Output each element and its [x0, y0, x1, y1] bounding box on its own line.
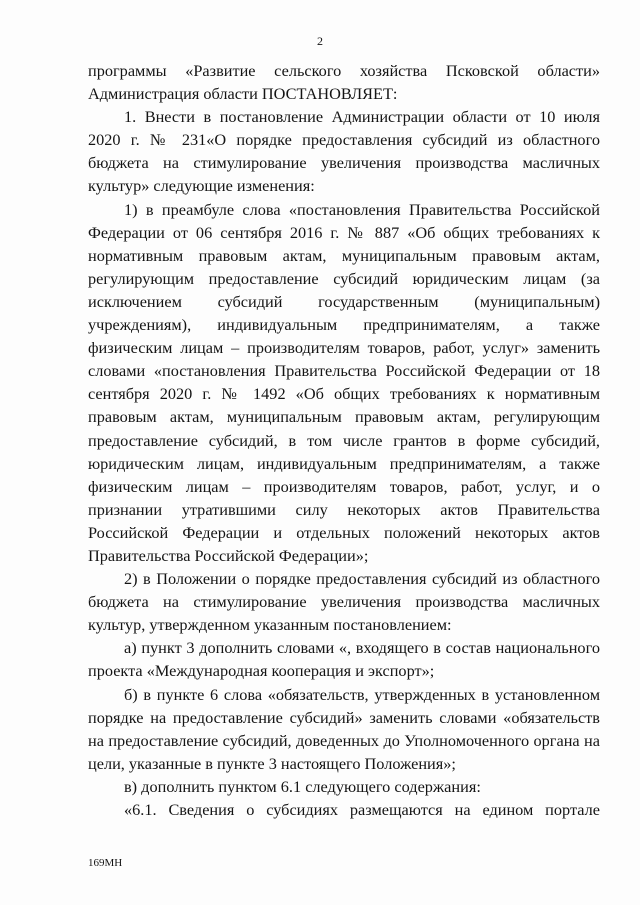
document-body: [88, 59, 600, 821]
paragraph-subitem-b: б) в пункте 6 слова «обязательств, утвержденных в установленном порядке на предоставление субсидий» заменить словами «обязательств на предоставление субсидий, доведенных до Уполномоченного органа на цели, указанные в пункте 3 настоящего Положения»;: [88, 684, 600, 773]
paragraph-regulation-change: 2) в Положении о порядке предоставления субсидий из областного бюджета на стимулирование увеличения производства масличных культур, утвержденном указанным постановлением:: [88, 569, 600, 635]
paragraph-clause-6-1: «6.1. Сведения о субсидиях размещаются на едином портале: [124, 800, 600, 819]
paragraph-subitem-v: в) дополнить пунктом 6.1 следующего содержания:: [124, 776, 481, 796]
paragraph-program-intro: программы «Развитие сельского хозяйства Псковской области» Администрация области ПОСТАНОВЛЯЕТ:: [88, 61, 600, 104]
document-code: 169МН: [88, 857, 123, 869]
paragraph-subitem-a: а) пункт 3 дополнить словами «, входящего в состав национального проекта «Международная кооперация и экспорт»;: [88, 638, 600, 681]
paragraph-preamble-change: 1) в преамбуле слова «постановления Правительства Российской Федерации от 06 сентября 2016 г. № 887 «Об общих требованиях к нормативным правовым актам, муниципальным правовым актам, регулирующим предоставление субсидий юридическим лицам (за исключением субсидий государственным (муниципальным) учреждениям), индивидуальным предпринимателям, а также физическим лицам – производителям товаров, работ, услуг» заменить словами «постановления Правительства Российской Федерации от 18 сентября 2020 г. № 1492 «Об общих требованиях к нормативным правовым актам, муниципальным правовым актам, регулирующим предоставление субсидий, в том числе грантов в форме субсидий, юридическим лицам, индивидуальным предпринимателям, а также физическим лицам – производителям товаров, работ, услуг, и о признании утратившими силу некоторых актов Правительства Российской Федерации и отдельных положений некоторых актов Правительства Российской Федерации»;: [88, 199, 600, 565]
page-number: 2: [317, 34, 323, 48]
paragraph-item-1: 1. Внести в постановление Администрации области от 10 июля 2020 г. № 231«О порядке предоставления субсидий из областного бюджета на стимулирование увеличения производства масличных культур» следующие изменения:: [88, 107, 600, 196]
